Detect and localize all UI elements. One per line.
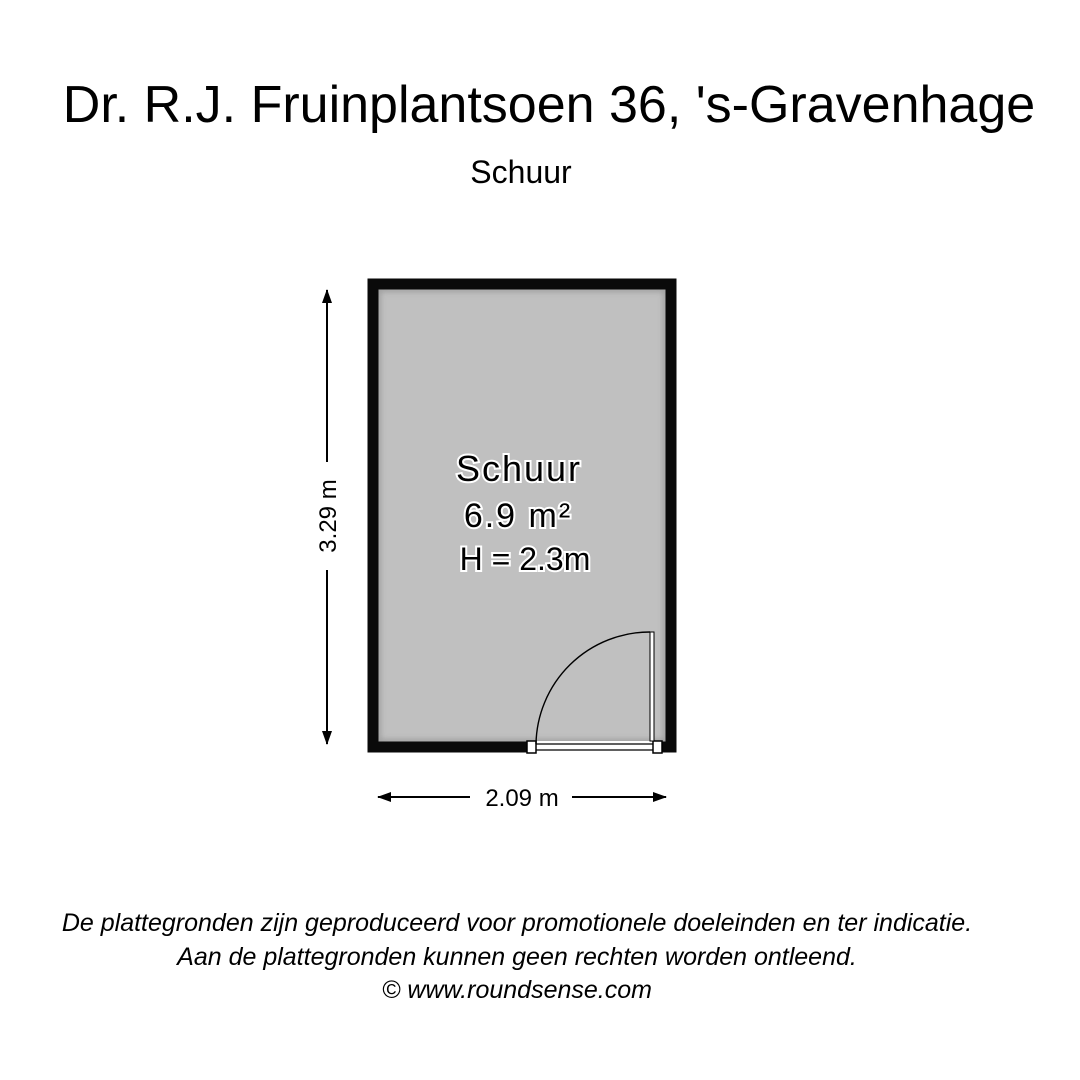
room-height: H = 2.3m (459, 541, 591, 577)
room-area: 6.9 m² (463, 497, 573, 535)
height-dimension-label: 3.29 m (315, 479, 342, 553)
height-dimension (315, 290, 342, 744)
width-dimension (378, 785, 666, 812)
floor-name: Schuur (470, 154, 572, 190)
width-dimension-label: 2.09 m (485, 785, 559, 812)
copyright: © www.roundsense.com (382, 976, 652, 1004)
page-title: Dr. R.J. Fruinplantsoen 36, 's-Gravenhage (62, 76, 1036, 134)
disclaimer-line-2: Aan de plattegronden kunnen geen rechten worden ontleend. (177, 943, 857, 971)
disclaimer-line-1: De plattegronden zijn geproduceerd voor promotionele doeleinden en ter indicatie. (61, 909, 973, 937)
room-name: Schuur (455, 448, 583, 489)
